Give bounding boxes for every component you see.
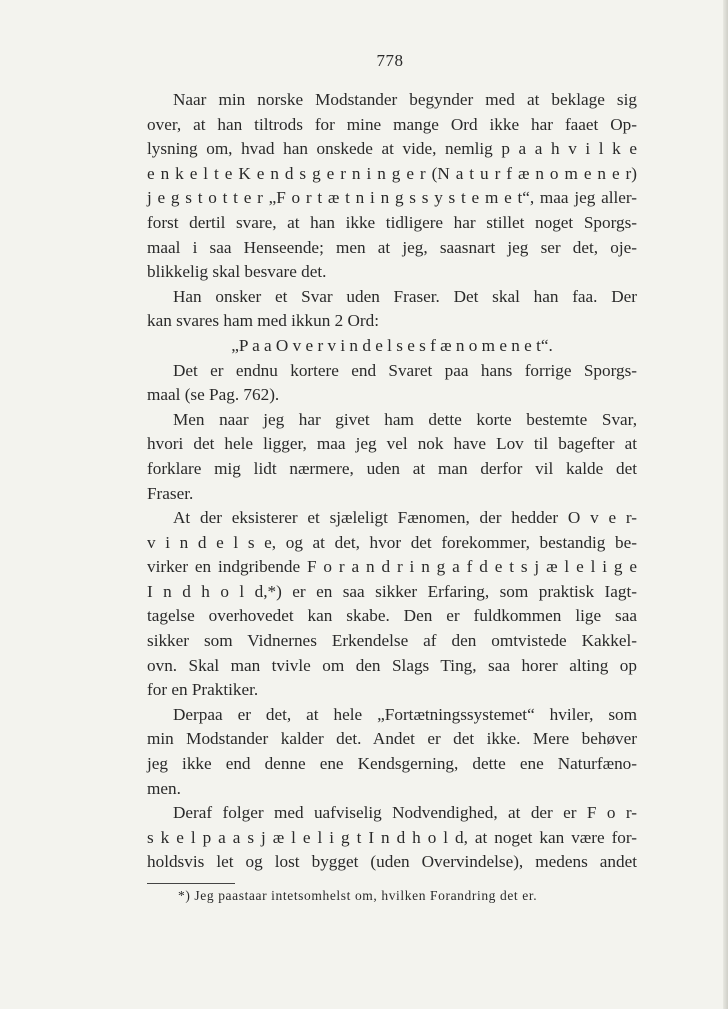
text-line: Derpaa er det, at hele „Fortætningssystemet“ hviler, som xyxy=(173,704,637,724)
text-line: Naar min norske Modstander begynder med at beklage sig xyxy=(173,90,637,109)
text-line: min Modstander kalder det. Andet er det ikke. Mere behøver xyxy=(147,729,637,749)
text-line: „P a a O v e r v i n d e l s e s f æ n o m e n e t“. xyxy=(231,335,553,355)
footnote: *) Jeg paastaar intetsomhelst om, hvilken Forandring det er. xyxy=(178,888,538,903)
text-line: sikker som Vidnernes Erkendelse af den omtvistede Kakkel- xyxy=(147,631,637,651)
text-line: maal i saa Henseende; men at jeg, saasnart jeg ser det, oje- xyxy=(147,237,637,257)
page-number: 778 xyxy=(376,51,404,70)
text-line: forklare mig lidt nærmere, uden at man derfor vil kalde det xyxy=(147,458,637,478)
text-line: At der eksisterer et sjæleligt Fænomen, der hedder O v e r- xyxy=(173,508,637,528)
text-line: for en Praktiker. xyxy=(147,680,259,700)
footnote-divider xyxy=(147,883,235,884)
text-line: men. xyxy=(147,778,181,798)
text-line: Deraf folger med uafviselig Nodvendighed, at der er F o r- xyxy=(173,803,637,823)
text-line: hvori det hele ligger, maa jeg vel nok have Lov til bagefter at xyxy=(147,434,637,454)
text-line: virker en indgribende F o r a n d r i n g a f d e t s j æ l e l i g e xyxy=(147,557,637,577)
text-line: j e g s t o t t e r „F o r t æ t n i n g s s y s t e m e t“, maa jeg aller- xyxy=(147,188,637,208)
text-line: lysning om, hvad han onskede at vide, nemlig p a a h v i l k e xyxy=(147,139,637,159)
text-line: forst dertil svare, at han ikke tidligere har stillet noget Sporgs- xyxy=(147,212,637,232)
text-line: v i n d e l s e, og at det, hvor det forekommer, bestandig be- xyxy=(147,532,637,552)
text-line: Han onsker et Svar uden Fraser. Det skal han faa. Der xyxy=(173,286,637,306)
text-line: tagelse overhovedet kan skabe. Den er fuldkommen lige saa xyxy=(147,606,637,626)
text-line: over, at han tiltrods for mine mange Ord ikke har faaet Op- xyxy=(147,114,637,134)
text-line: e n k e l t e K e n d s g e r n i n g e r (N a t u r f æ n o m e n e r) xyxy=(147,163,637,183)
text-line: kan svares ham med ikkun 2 Ord: xyxy=(147,311,379,331)
text-line: I n d h o l d,*) er en saa sikker Erfaring, som praktisk Iagt- xyxy=(147,581,637,601)
text-line: Men naar jeg har givet ham dette korte bestemte Svar, xyxy=(173,409,637,429)
page-edge-shadow xyxy=(723,0,728,1009)
text-line: maal (se Pag. 762). xyxy=(147,385,280,405)
text-line: Fraser. xyxy=(147,483,194,503)
text-line: s k e l p a a s j æ l e l i g t I n d h o l d, at noget kan være for- xyxy=(147,827,637,847)
text-line: holdsvis let og lost bygget (uden Overvindelse), medens andet xyxy=(147,852,637,872)
text-line: blikkelig skal besvare det. xyxy=(147,262,327,282)
text-line: ovn. Skal man tvivle om den Slags Ting, saa horer alting op xyxy=(147,655,637,675)
body-text xyxy=(147,88,637,875)
text-line: jeg ikke end denne ene Kendsgerning, dette ene Naturfæno- xyxy=(147,754,637,774)
text-line: Det er endnu kortere end Svaret paa hans forrige Sporgs- xyxy=(173,360,637,380)
